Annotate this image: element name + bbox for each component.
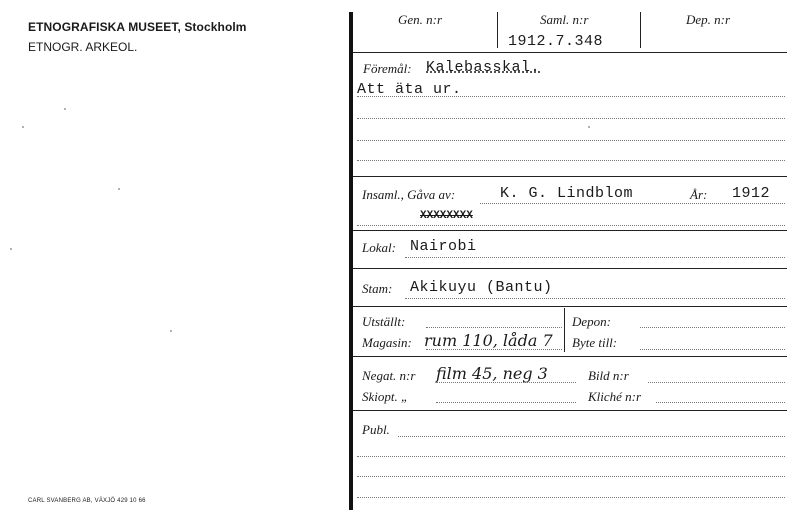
ruled-line [436, 382, 576, 383]
ruled-line [405, 298, 785, 299]
year-value: 1912 [732, 185, 771, 202]
tribe-value: Akikuyu (Bantu) [410, 279, 553, 296]
museum-name: ETNOGRAFISKA MUSEET, Stockholm [28, 20, 247, 34]
ruled-line [357, 225, 785, 226]
ruled-line [640, 349, 785, 350]
negative-label: Negat. n:r [362, 368, 416, 383]
ruled-line [656, 402, 785, 403]
paper-speck [22, 126, 24, 128]
object-label: Föremål: [363, 61, 412, 76]
paper-speck [10, 248, 12, 250]
paper-speck [118, 188, 120, 190]
section-rule [353, 52, 787, 53]
tribe-label: Stam: [362, 281, 393, 296]
ruled-line [357, 118, 785, 119]
ruled-line [357, 456, 785, 457]
section-rule [353, 306, 787, 307]
exchange-label: Byte till: [572, 335, 618, 350]
card-left-panel [0, 0, 350, 520]
ruled-line [357, 497, 785, 498]
printer-imprint: CARL SVANBERG AB, VÄXJÖ 429 10 66 [28, 498, 146, 504]
paper-speck [64, 108, 66, 110]
publication-label: Publ. [362, 422, 390, 437]
dep-number-label: Dep. n:r [686, 12, 731, 27]
ruled-line [405, 257, 785, 258]
ruled-line [357, 140, 785, 141]
section-rule [353, 176, 787, 177]
ruled-line [357, 160, 785, 161]
number-divider [640, 12, 641, 48]
ruled-line [426, 327, 562, 328]
ruled-line [640, 327, 785, 328]
locality-value: Nairobi [410, 238, 477, 255]
ruled-line [398, 436, 785, 437]
image-label: Bild n:r [588, 368, 629, 383]
magazine-value: rum 110, låda 7 [424, 331, 553, 350]
collection-donor: K. G. Lindblom [500, 185, 634, 202]
struck-out-text: XXXXXXXX [420, 210, 473, 222]
ruled-line [357, 96, 785, 97]
locality-label: Lokal: [362, 240, 396, 255]
sketch-label: Skiopt. „ [362, 389, 409, 404]
saml-number-label: Saml. n:r [540, 12, 589, 27]
ruled-line [436, 402, 576, 403]
section-rule [353, 268, 787, 269]
paper-speck [588, 126, 590, 128]
object-name: Kalebasskal. [426, 59, 541, 76]
paper-speck [170, 330, 172, 332]
object-description: Att äta ur. [357, 81, 462, 98]
section-rule [353, 230, 787, 231]
exhibited-label: Utställt: [362, 314, 406, 329]
cliche-label: Kliché n:r [588, 389, 642, 404]
collection-label: Insaml., Gåva av: [362, 187, 456, 202]
magazine-label: Magasin: [362, 335, 412, 350]
ruled-line [480, 203, 785, 204]
number-divider [497, 12, 498, 48]
negative-value: film 45, neg 3 [436, 364, 548, 383]
year-label: År: [690, 187, 708, 202]
card-margin-rule [349, 12, 353, 510]
deposit-label: Depon: [572, 314, 611, 329]
ruled-line [648, 382, 785, 383]
museum-department: ETNOGR. ARKEOL. [28, 40, 138, 54]
saml-number-value: 1912.7.348 [508, 33, 604, 50]
gen-number-label: Gen. n:r [398, 12, 443, 27]
ruled-line [426, 349, 562, 350]
section-rule [353, 356, 787, 357]
section-rule [353, 410, 787, 411]
storage-divider [564, 308, 565, 352]
ruled-line [357, 476, 785, 477]
